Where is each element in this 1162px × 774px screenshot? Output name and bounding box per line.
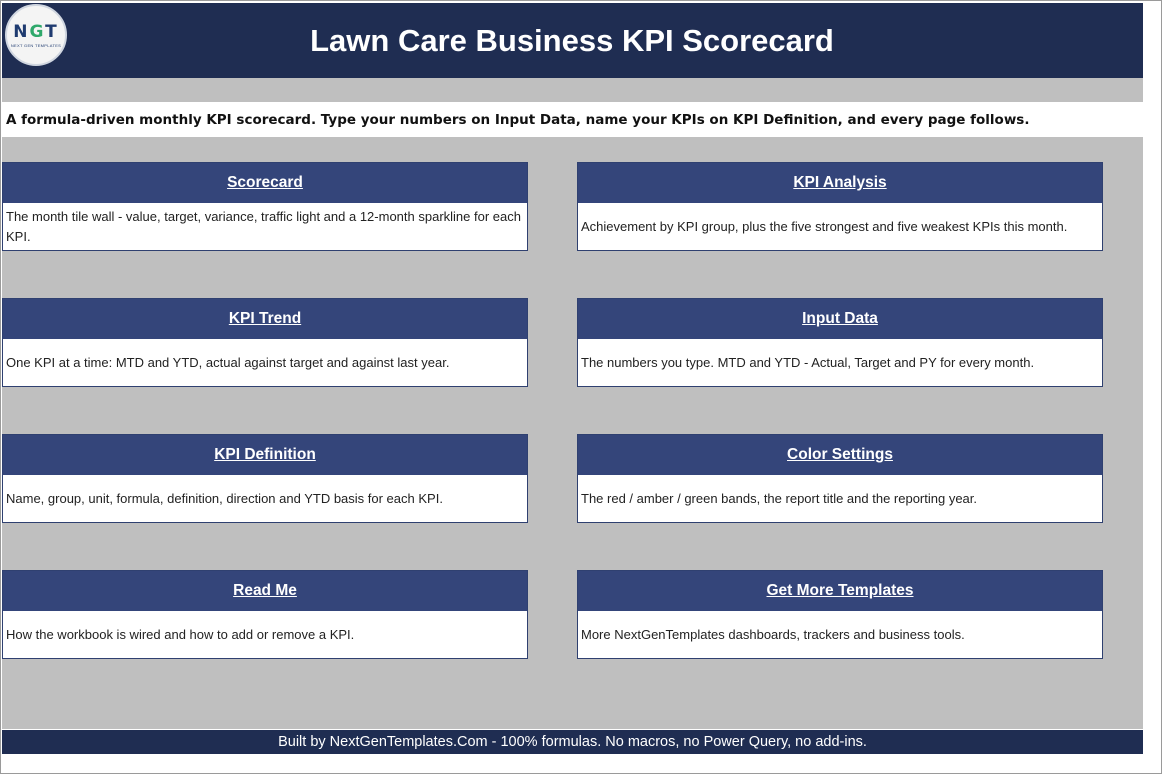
logo-mark: NGT: [13, 22, 59, 42]
card-description: The red / amber / green bands, the report title and the reporting year.: [581, 490, 978, 506]
card-color-settings: [577, 434, 1103, 523]
card-link-kpi-definition[interactable]: KPI Definition: [3, 435, 527, 475]
card-get-more-templates: [577, 570, 1103, 659]
card-link-input-data[interactable]: Input Data: [578, 299, 1102, 339]
card-link-get-more-templates[interactable]: Get More Templates: [578, 571, 1102, 611]
card-link-read-me[interactable]: Read Me: [3, 571, 527, 611]
card-description: How the workbook is wired and how to add or remove a KPI.: [6, 626, 355, 642]
card-input-data: [577, 298, 1103, 387]
card-description: More NextGenTemplates dashboards, trackers and business tools.: [581, 626, 965, 642]
logo-subtitle: NEXT GEN TEMPLATES: [10, 43, 62, 48]
card-description: Name, group, unit, formula, definition, direction and YTD basis for each KPI.: [6, 490, 443, 506]
footer-bar: Built by NextGenTemplates.Com - 100% formulas. No macros, no Power Query, no add-ins.: [2, 730, 1143, 754]
card-link-kpi-analysis[interactable]: KPI Analysis: [578, 163, 1102, 203]
card-link-color-settings[interactable]: Color Settings: [578, 435, 1102, 475]
card-scorecard: [2, 162, 528, 251]
page-title: Lawn Care Business KPI Scorecard: [310, 22, 834, 58]
card-kpi-trend: [2, 298, 528, 387]
card-link-kpi-trend[interactable]: KPI Trend: [3, 299, 527, 339]
card-kpi-definition: [2, 434, 528, 523]
card-description: The month tile wall - value, target, variance, traffic light and a 12-month sparkline for each KPI.: [6, 208, 521, 244]
card-read-me: [2, 570, 528, 659]
card-link-scorecard[interactable]: Scorecard: [3, 163, 527, 203]
card-kpi-analysis: [577, 162, 1103, 251]
card-description: The numbers you type. MTD and YTD - Actual, Target and PY for every month.: [581, 354, 1035, 370]
card-description: Achievement by KPI group, plus the five strongest and five weakest KPIs this month.: [581, 218, 1068, 234]
card-description: One KPI at a time: MTD and YTD, actual against target and against last year.: [6, 354, 450, 370]
intro-text: A formula-driven monthly KPI scorecard. Type your numbers on Input Data, name your KPIs on KPI Definition, and every page follows.: [2, 102, 1143, 137]
